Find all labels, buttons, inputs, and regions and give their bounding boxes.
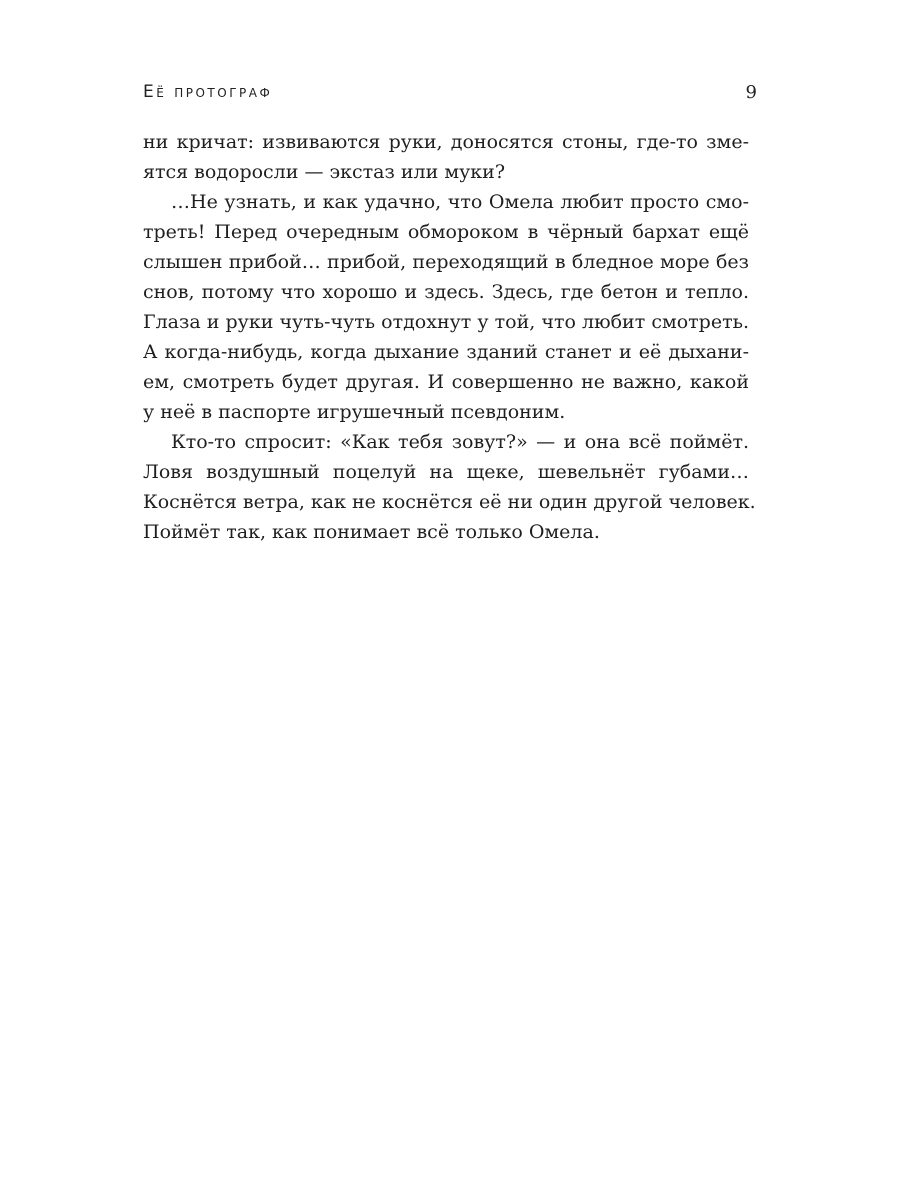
body-text — [143, 127, 756, 547]
text-line: ни кричат: извиваются руки, доносятся стоны, где-то зме- — [143, 131, 749, 153]
text-line: А когда-нибудь, когда дыхание зданий станет и её дыхани- — [143, 341, 749, 363]
text-line: у неё в паспорте игрушечный псевдоним. — [143, 401, 566, 423]
text-line: Коснётся ветра, как не коснётся её ни один другой человек. — [143, 491, 756, 513]
page-number: 9 — [745, 82, 757, 103]
text-line: слышен прибой… прибой, переходящий в бледное море без — [143, 251, 749, 273]
text-line: ятся водоросли — экстаз или муки? — [143, 161, 506, 183]
text-line: ем, смотреть будет другая. И совершенно не важно, какой — [143, 371, 749, 393]
text-line: Ловя воздушный поцелуй на щеке, шевельнёт губами… — [143, 461, 749, 483]
text-line: …Не узнать, и как удачно, что Омела любит просто смо- — [171, 191, 749, 213]
text-line: снов, потому что хорошо и здесь. Здесь, где бетон и тепло. — [143, 281, 749, 303]
running-title: Её протограф — [143, 82, 273, 102]
text-line: Кто-то спросит: «Как тебя зовут?» — и она всё поймёт. — [171, 431, 749, 453]
text-line: Поймёт так, как понимает всё только Омела. — [143, 521, 600, 543]
running-head — [143, 82, 757, 112]
text-line: треть! Перед очередным обмороком в чёрный бархат ещё — [143, 221, 749, 243]
text-line: Глаза и руки чуть-чуть отдохнут у той, что любит смотреть. — [143, 311, 749, 333]
